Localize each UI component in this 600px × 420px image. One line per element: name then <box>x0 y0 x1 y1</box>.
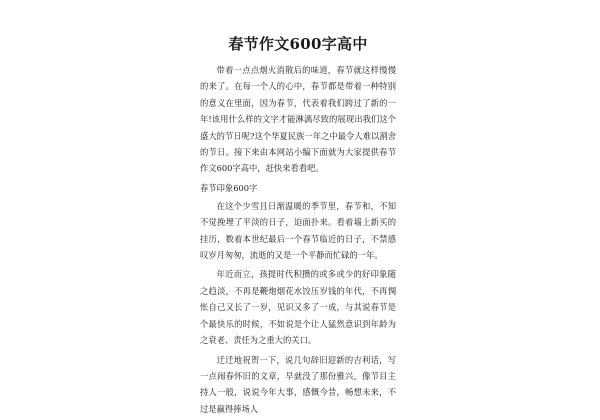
body-paragraph-2: 年近而立，孩提时代积攒的或多或少的好印象随之趋淡，不再是鞭炮烟花水饺压岁钱的年代，不再惆怅自己又长了一岁，见识又多了一成，与其说春节是个最快乐的时候，不如说是个让人猛然意识到年龄为之衰老、责任为之重大的关口。 <box>200 269 396 346</box>
intro-paragraph: 带着一点点烟火消散后的味道，春节就这样慢慢的来了。在每一个人的心中，春节都是带着一种特别的意义在里面，因为春节，代表着我们跨过了新的一年!该用什么样的文字才能淋漓尽致的展现出我们这个盛大的节日呢?这个华夏民族一年之中最令人难以割舍的节日。接下来由本网站小编下面就为大家提供春节作文600字高中，赶快来看看吧。 <box>200 65 396 174</box>
section-heading: 春节印象600字 <box>200 182 258 193</box>
body-paragraph-3: 迁迁地祝贺一下，说几句辞旧迎新的吉利话，写一点闹春怀旧的文章，早就没了那份雅兴，像节目主持人一般，说说今年大事，感慨今昔，畅想未来，不过是赢得捧场人 <box>200 354 396 414</box>
article <box>200 34 396 420</box>
page-title: 春节作文600字高中 <box>228 35 368 53</box>
body-paragraph-1: 在这个少雪且日渐温暖的季节里，春节和，不知不觉挽埋了平淡的日子，迫面扑来。看着墙上新买的挂历，数着本世纪最后一个春节临近的日子，不禁感叹岁月匆匆，流逝的又是一个平静而忙碌的一年。 <box>200 200 396 261</box>
